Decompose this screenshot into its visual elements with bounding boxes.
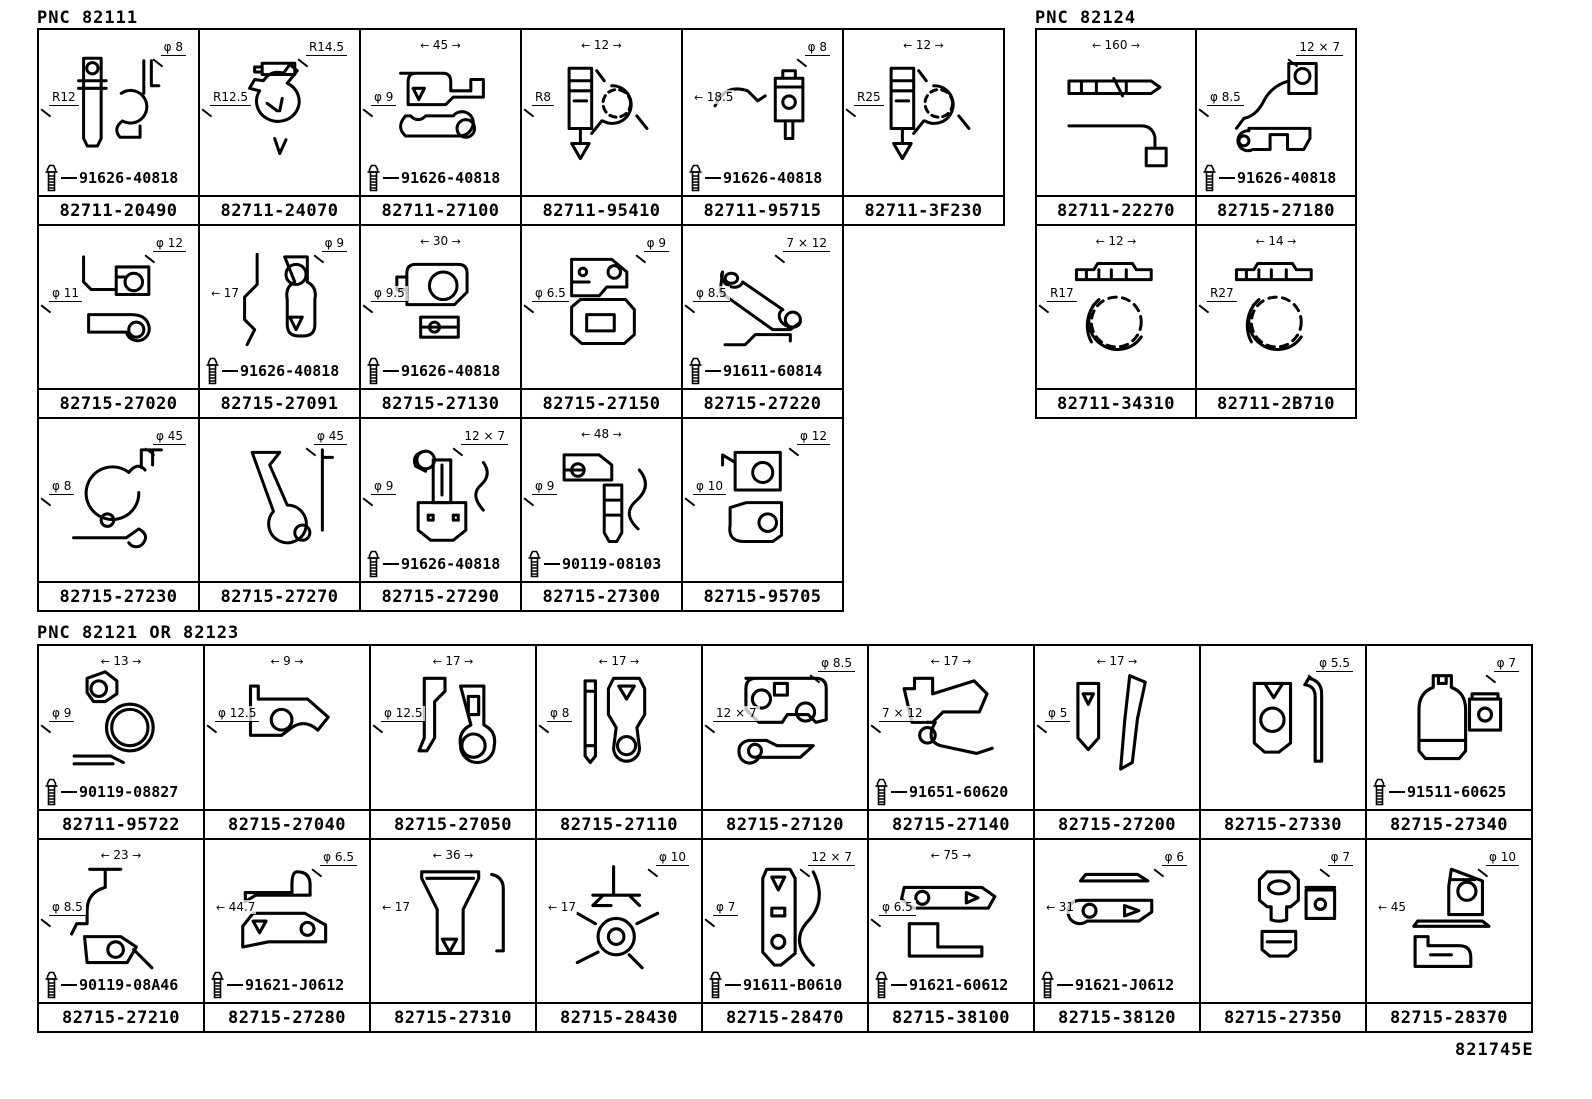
dimension-label: ← 17 → — [930, 654, 973, 668]
part-number: 82715-27040 — [205, 809, 369, 838]
part-number: 82715-27230 — [39, 581, 198, 610]
flange-bolt-icon — [874, 777, 889, 807]
figure-long-rod — [1054, 43, 1179, 184]
bolt-callout — [688, 163, 822, 193]
part-number: 82715-27091 — [200, 388, 359, 417]
dimension-label: ← 17 — [381, 900, 411, 914]
bolt-leader-line — [222, 370, 238, 372]
figure-plate-bracket — [539, 238, 664, 376]
dimension-label: φ 8.5 — [1207, 90, 1244, 106]
part-drawing — [525, 33, 678, 193]
dimension-label: φ 7 — [713, 900, 738, 916]
figure-anchor-clamp — [861, 43, 986, 184]
part-drawing — [1038, 649, 1196, 807]
figure-plate-l — [1218, 658, 1348, 797]
part-number: 82715-28430 — [537, 1002, 701, 1031]
bolt-part-number: 91621-60612 — [909, 976, 1009, 994]
figure-funnel — [388, 852, 518, 990]
figure-arm-hole — [388, 658, 518, 797]
dimension-label: φ 6 — [1162, 850, 1187, 866]
figure-code: 821745E — [1455, 1040, 1534, 1060]
part-cell — [520, 417, 683, 612]
bolt-leader-line — [705, 177, 721, 179]
part-number: 82715-27200 — [1035, 809, 1199, 838]
part-cell — [867, 644, 1035, 840]
dimension-label: ← 12 → — [580, 38, 623, 52]
bolt-leader-line — [891, 984, 907, 986]
part-cell — [1365, 644, 1533, 840]
bolt-leader-line — [705, 370, 721, 372]
dimension-label: ← 12 → — [1095, 234, 1138, 248]
part-cell — [535, 838, 703, 1033]
bolt-leader-line — [61, 791, 77, 793]
dimension-label: ← 14 → — [1255, 234, 1298, 248]
flange-bolt-icon — [688, 356, 703, 386]
dimension-label: 7 × 12 — [783, 236, 830, 252]
bolt-part-number: 91626-40818 — [401, 169, 501, 187]
part-number: 82715-27050 — [371, 809, 535, 838]
bolt-callout — [1372, 777, 1506, 807]
part-cell — [1195, 28, 1357, 226]
dimension-label: R12 — [49, 90, 79, 106]
dimension-label: R12.5 — [210, 90, 251, 106]
dimension-label: ← 75 → — [930, 848, 973, 862]
part-cell — [37, 417, 200, 612]
part-drawing — [203, 33, 356, 193]
bolt-part-number: 90119-08103 — [562, 555, 662, 573]
part-cell — [198, 417, 361, 612]
figure-angle-bracket — [222, 658, 352, 797]
part-drawing — [1370, 843, 1528, 1000]
dimension-label: ← 17 → — [1096, 654, 1139, 668]
grid-pnc-82121-82123 — [37, 644, 1533, 1033]
dimension-label: φ 9 — [644, 236, 669, 252]
grid-pnc-82111 — [37, 28, 1005, 612]
part-cell — [203, 838, 371, 1033]
bolt-callout — [874, 970, 1008, 1000]
bolt-callout — [874, 777, 1008, 807]
bolt-leader-line — [383, 563, 399, 565]
grid-row — [37, 644, 1533, 840]
part-number: 82711-20490 — [39, 195, 198, 224]
section-label-pnc-82111: PNC 82111 — [37, 8, 139, 28]
part-cell — [37, 838, 205, 1033]
dimension-label: φ 9 — [371, 479, 396, 495]
grid-row — [37, 28, 1005, 226]
part-cell — [842, 28, 1005, 226]
figure-slot-clip — [1218, 852, 1348, 990]
part-cell — [681, 28, 844, 226]
bolt-callout — [1202, 163, 1336, 193]
bolt-part-number: 91511-60625 — [1407, 783, 1507, 801]
flange-bolt-icon — [366, 356, 381, 386]
dimension-label: φ 12 — [797, 429, 830, 445]
part-drawing — [374, 843, 532, 1000]
flange-bolt-icon — [205, 356, 220, 386]
part-number: 82711-22270 — [1037, 195, 1195, 224]
part-cell — [1195, 224, 1357, 419]
grid-row — [37, 224, 1005, 419]
part-number: 82715-27290 — [361, 581, 520, 610]
figure-flat-strap — [554, 658, 684, 797]
part-drawing — [686, 422, 839, 579]
dimension-label: 7 × 12 — [879, 706, 926, 722]
part-cell — [369, 644, 537, 840]
part-number: 82711-95722 — [39, 809, 203, 838]
flange-bolt-icon — [1202, 163, 1217, 193]
part-drawing — [540, 649, 698, 807]
dimension-label: ← 17 — [210, 286, 240, 300]
part-cell — [359, 224, 522, 419]
dimension-label: φ 10 — [693, 479, 726, 495]
part-number: 82715-27110 — [537, 809, 701, 838]
part-number: 82715-27180 — [1197, 195, 1355, 224]
bolt-leader-line — [1389, 791, 1405, 793]
part-drawing — [208, 649, 366, 807]
bolt-leader-line — [61, 984, 77, 986]
dimension-label: φ 6.5 — [879, 900, 916, 916]
part-number: 82715-27300 — [522, 581, 681, 610]
bolt-part-number: 91611-B0610 — [743, 976, 843, 994]
flange-bolt-icon — [44, 970, 59, 1000]
part-number: 82715-27340 — [1367, 809, 1531, 838]
part-number: 82715-27210 — [39, 1002, 203, 1031]
part-cell — [359, 417, 522, 612]
bolt-part-number: 91626-40818 — [79, 169, 179, 187]
part-cell — [1365, 838, 1533, 1033]
part-drawing — [203, 422, 356, 579]
dimension-label: φ 9 — [49, 706, 74, 722]
grid-pnc-82124 — [1035, 28, 1357, 419]
flange-bolt-icon — [44, 777, 59, 807]
dimension-label: φ 9 — [322, 236, 347, 252]
part-cell — [1035, 224, 1197, 419]
part-cell — [198, 28, 361, 226]
bolt-callout — [1040, 970, 1174, 1000]
part-drawing — [1200, 229, 1352, 386]
figure-loop-arm — [217, 431, 342, 569]
dimension-label: φ 11 — [49, 286, 82, 302]
flange-bolt-icon — [1040, 970, 1055, 1000]
bolt-callout — [366, 549, 500, 579]
part-cell — [535, 644, 703, 840]
part-drawing — [525, 229, 678, 386]
part-drawing — [42, 229, 195, 386]
part-drawing — [42, 422, 195, 579]
dimension-label: φ 9 — [371, 90, 396, 106]
flange-bolt-icon — [527, 549, 542, 579]
part-cell — [37, 224, 200, 419]
bolt-part-number: 91626-40818 — [240, 362, 340, 380]
part-cell — [701, 644, 869, 840]
bolt-part-number: 91651-60620 — [909, 783, 1009, 801]
flange-bolt-icon — [366, 549, 381, 579]
dimension-label: ← 23 → — [100, 848, 143, 862]
grid-row — [37, 417, 1005, 612]
flange-bolt-icon — [1372, 777, 1387, 807]
dimension-label: φ 7 — [1328, 850, 1353, 866]
part-number: 82715-28470 — [703, 1002, 867, 1031]
part-number: 82711-2B710 — [1197, 388, 1355, 417]
part-number: 82715-28370 — [1367, 1002, 1531, 1031]
dimension-label: ← 9 → — [269, 654, 304, 668]
part-cell — [1199, 644, 1367, 840]
dimension-label: 12 × 7 — [713, 706, 760, 722]
part-number: 82711-34310 — [1037, 388, 1195, 417]
dimension-label: ← 45 — [1377, 900, 1407, 914]
dimension-label: φ 10 — [656, 850, 689, 866]
part-cell — [359, 28, 522, 226]
part-number: 82711-24070 — [200, 195, 359, 224]
part-number: 82711-27100 — [361, 195, 520, 224]
part-number: 82715-27020 — [39, 388, 198, 417]
bolt-part-number: 91611-60814 — [723, 362, 823, 380]
part-number: 82715-27270 — [200, 581, 359, 610]
flange-bolt-icon — [708, 970, 723, 1000]
figure-round-clip — [217, 43, 342, 184]
part-number: 82711-95715 — [683, 195, 842, 224]
dimension-label: ← 30 → — [419, 234, 462, 248]
grid-row — [1035, 224, 1357, 419]
part-number: 82715-27120 — [703, 809, 867, 838]
dimension-label: φ 8 — [547, 706, 572, 722]
dimension-label: ← 160 → — [1091, 38, 1141, 52]
part-cell — [1035, 28, 1197, 226]
part-cell — [520, 224, 683, 419]
dimension-label: φ 8 — [805, 40, 830, 56]
bolt-callout — [205, 356, 339, 386]
dimension-label: φ 9 — [532, 479, 557, 495]
dimension-label: φ 12.5 — [381, 706, 425, 722]
bolt-part-number: 91626-40818 — [1237, 169, 1337, 187]
part-number: 82715-38100 — [869, 1002, 1033, 1031]
part-cell — [520, 28, 683, 226]
dimension-label: ← 12 → — [902, 38, 945, 52]
dimension-label: ← 36 → — [432, 848, 475, 862]
part-number: 82711-95410 — [522, 195, 681, 224]
part-number: 82711-3F230 — [844, 195, 1003, 224]
part-number: 82715-38120 — [1035, 1002, 1199, 1031]
figure-double-bracket — [56, 238, 181, 376]
dimension-label: ← 17 → — [432, 654, 475, 668]
bolt-callout — [210, 970, 344, 1000]
dimension-label: φ 8.5 — [693, 286, 730, 302]
part-number: 82715-95705 — [683, 581, 842, 610]
dimension-label: φ 5 — [1045, 706, 1070, 722]
bolt-callout — [688, 356, 822, 386]
grid-row — [37, 838, 1533, 1033]
part-drawing — [706, 649, 864, 807]
part-number: 82715-27280 — [205, 1002, 369, 1031]
part-cell — [1033, 838, 1201, 1033]
bolt-leader-line — [1057, 984, 1073, 986]
flange-bolt-icon — [874, 970, 889, 1000]
figure-corner-bracket — [1384, 852, 1514, 990]
dimension-label: ← 48 → — [580, 427, 623, 441]
dimension-label: φ 8.5 — [49, 900, 86, 916]
dimension-label: φ 45 — [153, 429, 186, 445]
part-number: 82715-27140 — [869, 809, 1033, 838]
dimension-label: ← 45 → — [419, 38, 462, 52]
part-cell — [867, 838, 1035, 1033]
dimension-label: φ 9.5 — [371, 286, 408, 302]
bolt-leader-line — [383, 177, 399, 179]
part-drawing — [1204, 649, 1362, 807]
part-number: 82715-27220 — [683, 388, 842, 417]
dimension-label: ← 13 → — [100, 654, 143, 668]
dimension-label: ← 44.7 — [215, 900, 256, 914]
dimension-label: φ 12.5 — [215, 706, 259, 722]
figure-clip-z — [1052, 658, 1182, 797]
part-number: 82715-27130 — [361, 388, 520, 417]
dimension-label: 12 × 7 — [1296, 40, 1343, 56]
part-cell — [198, 224, 361, 419]
dimension-label: φ 5.5 — [1316, 656, 1353, 672]
dimension-label: 12 × 7 — [461, 429, 508, 445]
dimension-label: ← 31 — [1045, 900, 1075, 914]
bolt-part-number: 90119-08A46 — [79, 976, 179, 994]
dimension-label: R14.5 — [306, 40, 347, 56]
dimension-label: φ 8 — [161, 40, 186, 56]
part-number: 82715-27330 — [1201, 809, 1365, 838]
part-number: 82715-27350 — [1201, 1002, 1365, 1031]
figure-anchor-clamp — [539, 43, 664, 184]
section-label-pnc-82121-82123: PNC 82121 OR 82123 — [37, 623, 240, 643]
part-number: 82715-27150 — [522, 388, 681, 417]
figure-plate-two-holes — [720, 658, 850, 797]
figure-band-clamp — [1054, 238, 1179, 376]
dimension-label: ← 17 — [547, 900, 577, 914]
part-cell — [681, 224, 844, 419]
flange-bolt-icon — [44, 163, 59, 193]
part-cell — [701, 838, 869, 1033]
dimension-label: R8 — [532, 90, 554, 106]
bolt-leader-line — [61, 177, 77, 179]
dimension-label: ← 18.5 — [693, 90, 734, 104]
dimension-label: ← 17 → — [598, 654, 641, 668]
bolt-leader-line — [544, 563, 560, 565]
figure-loop-clamp — [56, 431, 181, 569]
bolt-part-number: 91626-40818 — [723, 169, 823, 187]
flange-bolt-icon — [210, 970, 225, 1000]
bolt-callout — [366, 163, 500, 193]
part-cell — [1199, 838, 1367, 1033]
dimension-label: φ 6.5 — [320, 850, 357, 866]
part-cell — [37, 28, 200, 226]
dimension-label: φ 8 — [49, 479, 74, 495]
figure-two-plates — [700, 431, 825, 569]
part-cell — [37, 644, 205, 840]
dimension-label: φ 45 — [314, 429, 347, 445]
part-drawing — [374, 649, 532, 807]
part-drawing — [540, 843, 698, 1000]
part-cell — [369, 838, 537, 1033]
section-label-pnc-82124: PNC 82124 — [1035, 8, 1137, 28]
flange-bolt-icon — [366, 163, 381, 193]
dimension-label: R17 — [1047, 286, 1077, 302]
dimension-label: R25 — [854, 90, 884, 106]
bolt-leader-line — [891, 791, 907, 793]
bolt-callout — [44, 163, 178, 193]
part-drawing — [1040, 229, 1192, 386]
bolt-callout — [44, 777, 178, 807]
dimension-label: 12 × 7 — [808, 850, 855, 866]
figure-tee-clamp — [554, 852, 684, 990]
bolt-callout — [527, 549, 661, 579]
part-drawing — [847, 33, 1000, 193]
bolt-part-number: 91621-J0612 — [1075, 976, 1175, 994]
bolt-callout — [366, 356, 500, 386]
figure-band-clamp — [1214, 238, 1339, 376]
dimension-label: φ 6.5 — [532, 286, 569, 302]
dimension-label: R27 — [1207, 286, 1237, 302]
dimension-label: φ 7 — [1494, 656, 1519, 672]
part-number: 82715-27310 — [371, 1002, 535, 1031]
bolt-part-number: 91626-40818 — [401, 555, 501, 573]
dimension-label: φ 12 — [153, 236, 186, 252]
bolt-leader-line — [725, 984, 741, 986]
bolt-leader-line — [227, 984, 243, 986]
bolt-part-number: 90119-08827 — [79, 783, 179, 801]
bolt-leader-line — [1219, 177, 1235, 179]
grid-row — [1035, 28, 1357, 226]
flange-bolt-icon — [688, 163, 703, 193]
part-cell — [1033, 644, 1201, 840]
bolt-callout — [708, 970, 842, 1000]
dimension-label: φ 8.5 — [818, 656, 855, 672]
bolt-leader-line — [383, 370, 399, 372]
bolt-part-number: 91626-40818 — [401, 362, 501, 380]
dimension-label: φ 10 — [1486, 850, 1519, 866]
bolt-callout — [44, 970, 178, 1000]
part-drawing — [1204, 843, 1362, 1000]
part-drawing — [1040, 33, 1192, 193]
bolt-part-number: 91621-J0612 — [245, 976, 345, 994]
part-cell — [681, 417, 844, 612]
part-cell — [203, 644, 371, 840]
